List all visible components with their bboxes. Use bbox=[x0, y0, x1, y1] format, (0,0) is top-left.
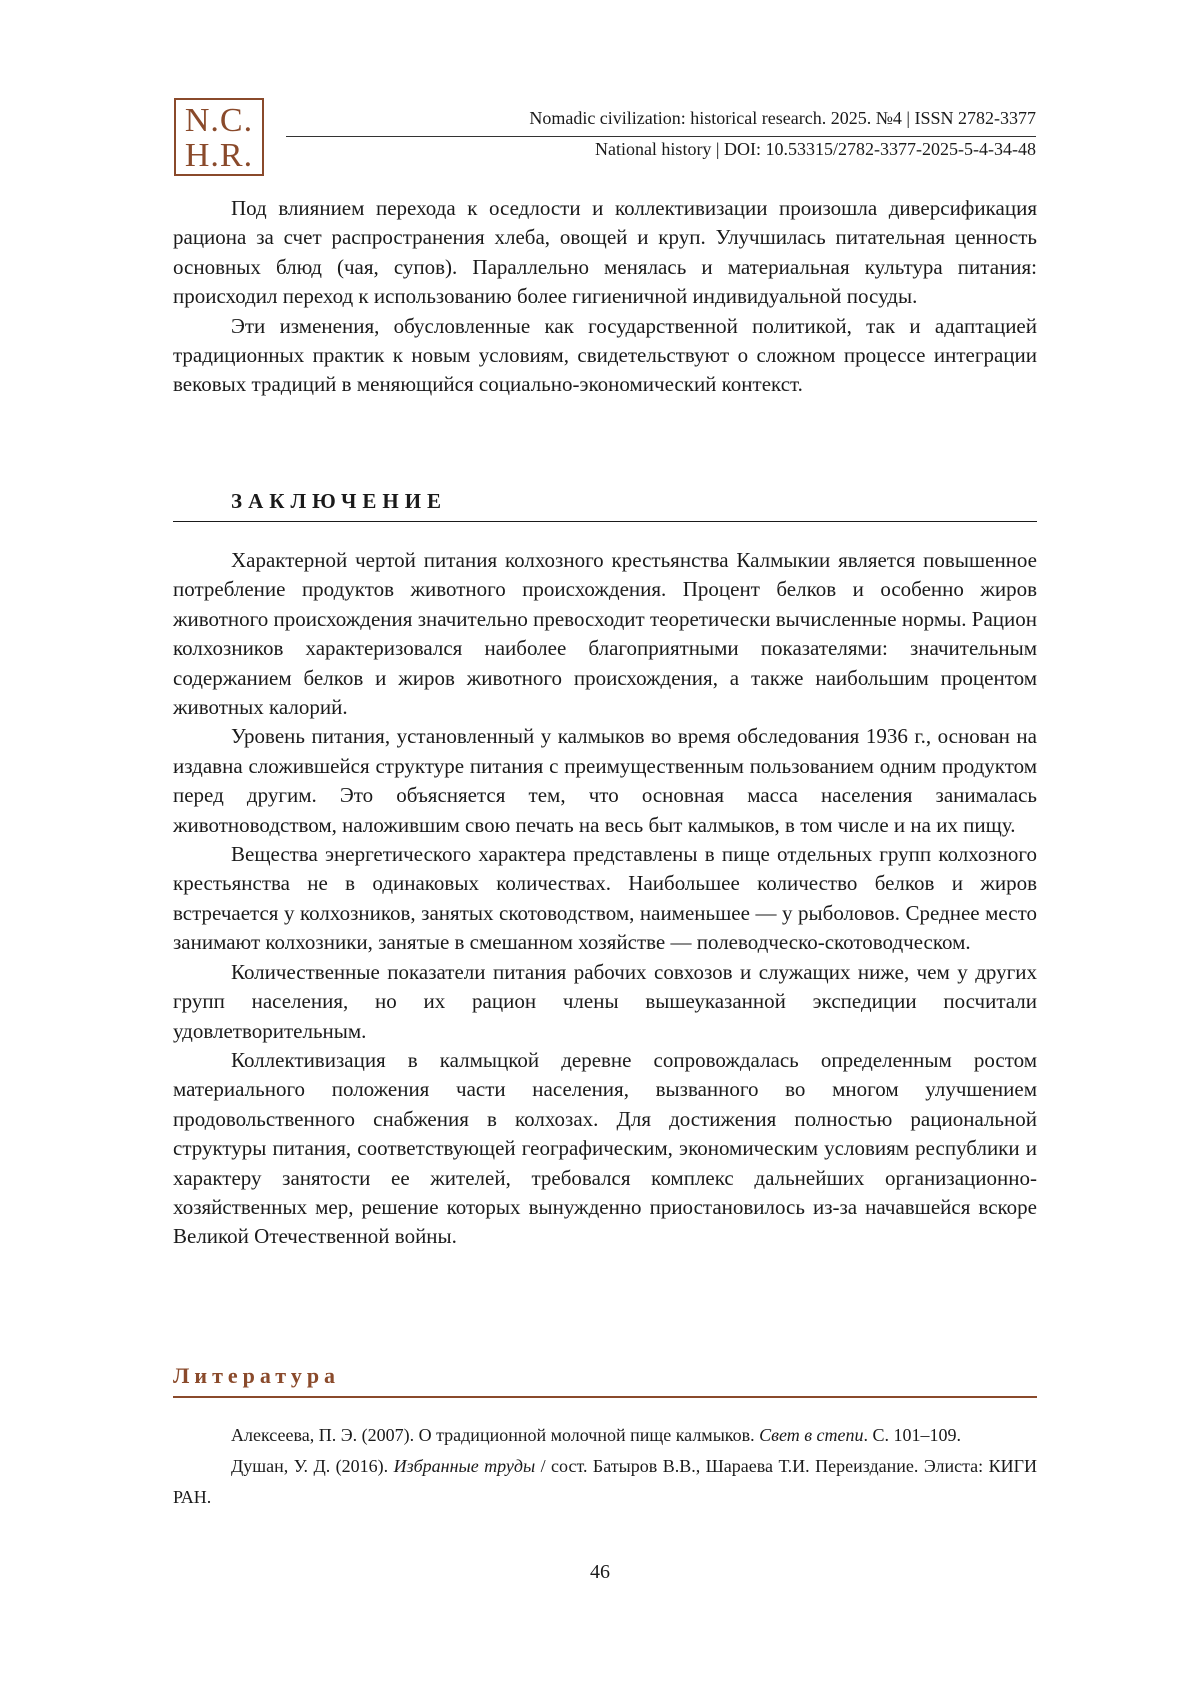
reference-list bbox=[173, 1420, 1037, 1513]
conclusion-section bbox=[173, 546, 1037, 1252]
journal-info: Nomadic civilization: historical research. 2025. №4 | ISSN 2782-3377 bbox=[529, 108, 1036, 128]
doi-info: National history | DOI: 10.53315/2782-3377-2025-5-4-34-48 bbox=[594, 139, 1036, 159]
reference-item: Алексеева, П. Э. (2007). О традиционной молочной пище калмыков. Свет в степи. С. 101–109. bbox=[231, 1425, 962, 1445]
paragraph: Количественные показатели питания рабочих совхозов и служащих ниже, чем у других групп населения, но их рацион члены вышеуказанной экспедиции посчитали удовлетворительным. bbox=[173, 959, 1037, 1043]
paragraph: Под влиянием перехода к оседлости и коллективизации произошла диверсификация рациона за счет распространения хлеба, овощей и круп. Улучшилась питательная ценность основных блюд (чая, супов). Параллельно менялась и материальная культура питания: происходил переход к использованию более гигиеничной индивидуальной посуды. bbox=[173, 196, 1037, 309]
conclusion-heading: ЗАКЛЮЧЕНИЕ bbox=[231, 489, 448, 513]
intro-section bbox=[173, 194, 1037, 400]
journal-logo bbox=[174, 98, 264, 176]
paragraph: Эти изменения, обусловленные как государственной политикой, так и адаптацией традиционных практик к новым условиям, свидетельствуют о сложном процессе интеграции вековых традиций в меняющийся социально-экономический контекст. bbox=[173, 313, 1037, 397]
paragraph: Коллективизация в калмыцкой деревне сопровождалась определенным ростом материального положения части населения, вызванного во многом улучшением продовольственного снабжения в колхозах. Для достижения полностью рациональной структуры питания, соответствующей географическим, экономическим условиям республики и характеру занятости ее жителей, требовался комплекс дальнейших организационно-хозяйственных мер, решение которых вынужденно приостановилось из-за начавшейся вскоре Великой Отечественной войны. bbox=[173, 1047, 1037, 1249]
page-number: 46 bbox=[590, 1561, 610, 1583]
paragraph: Вещества энергетического характера представлены в пище отдельных групп колхозного крестьянства не в одинаковых количествах. Наибольшее количество белков и жиров встречается у колхозников, занятых скотоводством, наименьшее — у рыболовов. Среднее место занимают колхозники, занятые в смешанном хозяйстве — полеводческо-скотоводческом. bbox=[173, 842, 1037, 955]
logo-line-1: N.C. bbox=[184, 102, 254, 139]
literature-heading: Литература bbox=[173, 1363, 341, 1388]
paragraph: Уровень питания, установленный у калмыков во время обследования 1936 г., основан на издавна сложившейся структуре питания с преимущественным пользованием одним продуктом перед другим. Это объясняется тем, что основная масса населения занималась животноводством, наложившим свою печать на весь быт калмыков, в том числе и на их пищу. bbox=[173, 724, 1037, 837]
reference-item: Душан, У. Д. (2016). Избранные труды / сост. Батыров В.В., Шараева Т.И. Переиздание. Элиста: КИГИ РАН. bbox=[173, 1456, 1038, 1507]
conclusion-divider bbox=[173, 521, 1037, 522]
paragraph: Характерной чертой питания колхозного крестьянства Калмыкии является повышенное потребление продуктов животного происхождения. Процент белков и особенно жиров животного происхождения значительно превосходит теоретически вычисленные нормы. Рацион колхозников характеризовался наиболее благоприятными показателями: значительным содержанием белков и жиров животного происхождения, а также наибольшим процентом животных калорий. bbox=[173, 548, 1037, 720]
literature-divider bbox=[173, 1396, 1037, 1398]
header-divider bbox=[286, 136, 1036, 137]
logo-line-2: H.R. bbox=[184, 137, 254, 174]
